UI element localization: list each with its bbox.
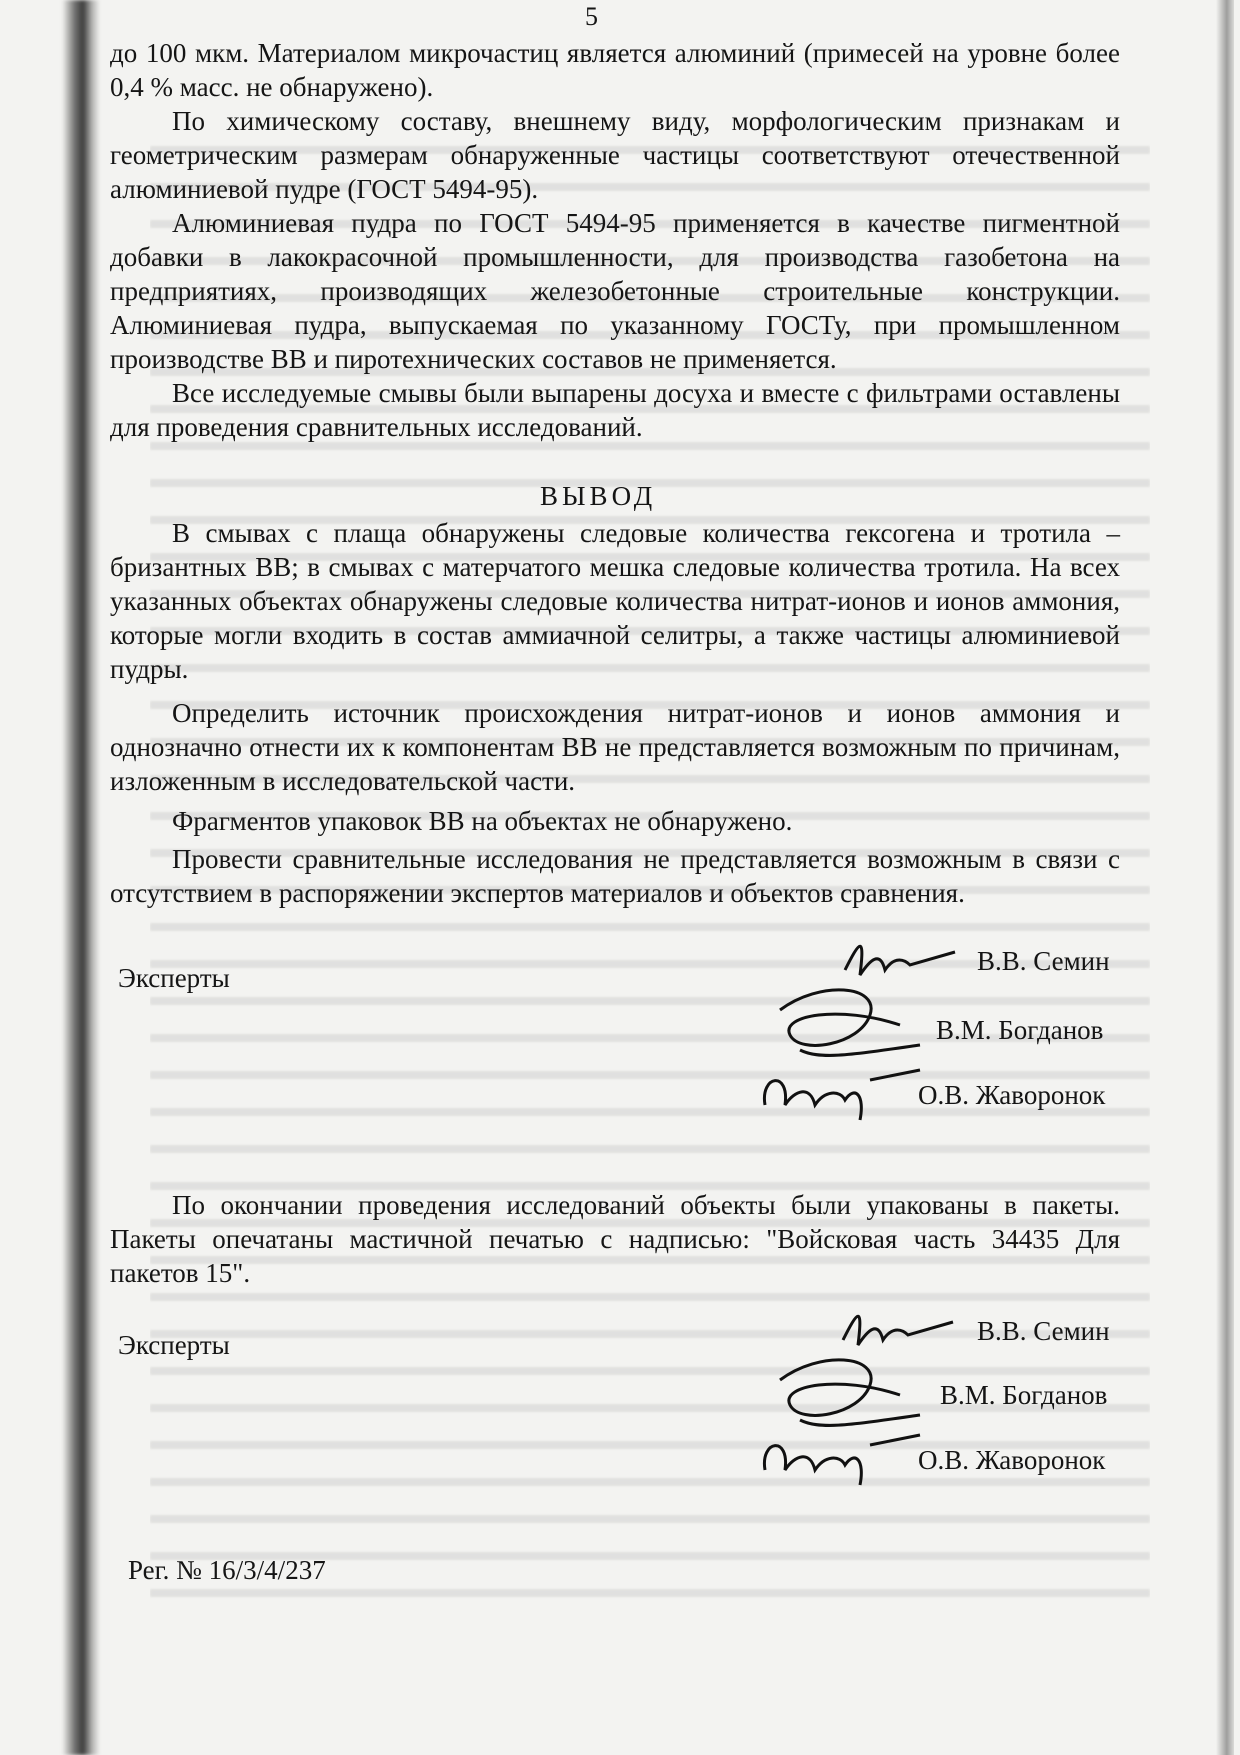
signature-bogdanov xyxy=(760,975,940,1065)
packaging-paragraph: По окончании проведения исследований объекты были упакованы в пакеты. Пакеты опечатаны мастичной печатью с надписью: "Войсковая часть 34435 Для пакетов 15". xyxy=(110,1190,1120,1288)
conclusion-paragraph-comparison: Провести сравнительные исследования не представляется возможным в связи с отсутствием в распоряжении экспертов материалов и объектов сравнения. xyxy=(110,844,1120,908)
body-text-top xyxy=(110,36,1120,444)
expert-name-bogdanov-2: В.М. Богданов xyxy=(940,1380,1108,1410)
registration-number: Рег. № 16/3/4/237 xyxy=(128,1555,326,1585)
packaging-text xyxy=(110,1188,1120,1290)
paragraph-continuation: до 100 мкм. Материалом микрочастиц является алюминий (примесей на уровне более 0,4 % масс. не обнаружено). xyxy=(110,38,1120,102)
experts-label: Эксперты xyxy=(118,963,230,993)
expert-name-zhavoronok-2: О.В. Жаворонок xyxy=(918,1445,1106,1475)
conclusion-text xyxy=(110,516,1120,910)
expert-name-bogdanov: В.М. Богданов xyxy=(936,1015,1104,1045)
signature-zhavoronok-2 xyxy=(755,1425,925,1495)
conclusion-paragraph-findings: В смывах с плаща обнаружены следовые количества гексогена и тротила – бризантных ВВ; в смывах с матерчатого мешка следовые количества тротила. На всех указанных объектах обнаружены следовые количества нитрат-ионов и ионов аммония, которые могли входить в состав аммиачной селитры, а также частицы алюминиевой пудры. xyxy=(110,518,1120,684)
expert-name-zhavoronok: О.В. Жаворонок xyxy=(918,1080,1106,1110)
paragraph-composition: По химическому составу, внешнему виду, морфологическим признакам и геометрическим размерам обнаруженные частицы соответствуют отечественной алюминиевой пудре (ГОСТ 5494-95). xyxy=(110,106,1120,204)
expert-name-semin-2: В.В. Семин xyxy=(977,1316,1110,1346)
conclusion-heading: ВЫВОД xyxy=(540,481,657,511)
signature-zhavoronok xyxy=(755,1060,925,1130)
expert-name-semin: В.В. Семин xyxy=(977,946,1110,976)
paragraph-aluminium-powder: Алюминиевая пудра по ГОСТ 5494-95 применяется в качестве пигментной добавки в лакокрасочной промышленности, для производства газобетона на предприятиях, производящих железобетонные строительные конструкции. Алюминиевая пудра, выпускаемая по указанному ГОСТу, при промышленном производстве ВВ и пиротехнических составов не применяется. xyxy=(110,208,1120,374)
conclusion-paragraph-source: Определить источник происхождения нитрат-ионов и ионов аммония и однозначно отнести их к компонентам ВВ не представляется возможным по причинам, изложенным в исследовательской части. xyxy=(110,698,1120,796)
conclusion-paragraph-packaging: Фрагментов упаковок ВВ на объектах не обнаружено. xyxy=(172,806,793,836)
page-number: 5 xyxy=(585,2,598,31)
paragraph-swabs: Все исследуемые смывы были выпарены досуха и вместе с фильтрами оставлены для проведения сравнительных исследований. xyxy=(110,378,1120,442)
signature-bogdanov-2 xyxy=(760,1345,940,1435)
scan-shadow-left xyxy=(62,0,100,1755)
scan-shadow-right xyxy=(1216,0,1234,1755)
experts-label-2: Эксперты xyxy=(118,1330,230,1360)
